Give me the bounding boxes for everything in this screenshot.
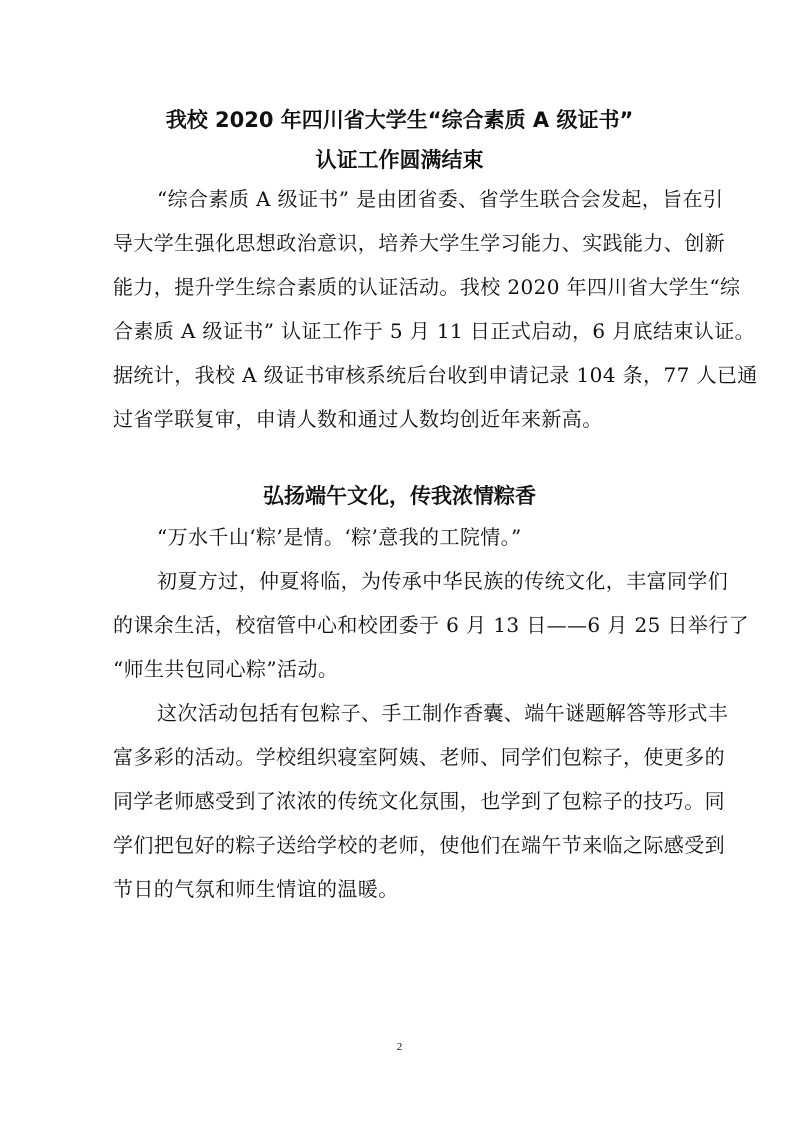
section1-paragraph-line: 过省学联复审，申请人数和通过人数均创近年来新高。 bbox=[113, 407, 603, 431]
section2-title: 弘扬端午文化，传我浓情粽香 bbox=[263, 484, 536, 508]
page-number: 2 bbox=[396, 1041, 403, 1053]
section2-paragraph-line: 初夏方过，仲夏将临，为传承中华民族的传统文化，丰富同学们 bbox=[157, 569, 729, 593]
section1-title-line2: 认证工作圆满结束 bbox=[315, 148, 484, 172]
section2-paragraph-line: 富多彩的活动。学校组织寝室阿姨、老师、同学们包粽子，使更多的 bbox=[113, 745, 725, 769]
section2-paragraph-line: 这次活动包括有包粽子、手工制作香囊、端午谜题解答等形式丰 bbox=[157, 701, 729, 725]
section1-paragraph-line: 合素质 A 级证书” 认证工作于 5 月 11 日正式启动，6 月底结束认证。 bbox=[113, 319, 756, 343]
section1-paragraph-line: “综合素质 A 级证书” 是由团省委、省学生联合会发起，旨在引 bbox=[157, 187, 724, 211]
section1-paragraph-line: 能力，提升学生综合素质的认证活动。我校 2020 年四川省大学生“综 bbox=[113, 275, 741, 299]
section2-paragraph-line: “师生共包同心粽”活动。 bbox=[113, 657, 339, 681]
section1-title-line1: 我校 2020 年四川省大学生“综合素质 A 级证书” bbox=[165, 108, 634, 132]
section2-paragraph-line: 同学老师感受到了浓浓的传统文化氛围，也学到了包粽子的技巧。同 bbox=[113, 789, 725, 813]
section2-paragraph-line: 节日的气氛和师生情谊的温暖。 bbox=[113, 877, 399, 901]
section2-quote-line: “万水千山‘粽’是情。‘粽’意我的工院情。” bbox=[157, 525, 522, 549]
section2-paragraph-line: 学们把包好的粽子送给学校的老师，使他们在端午节来临之际感受到 bbox=[113, 833, 725, 857]
section1-paragraph-line: 导大学生强化思想政治意识，培养大学生学习能力、实践能力、创新 bbox=[113, 231, 725, 255]
section2-paragraph-line: 的课余生活，校宿管中心和校团委于 6 月 13 日——6 月 25 日举行了 bbox=[113, 613, 750, 637]
section1-paragraph-line: 据统计，我校 A 级证书审核系统后台收到申请记录 104 条，77 人已通 bbox=[113, 363, 758, 387]
